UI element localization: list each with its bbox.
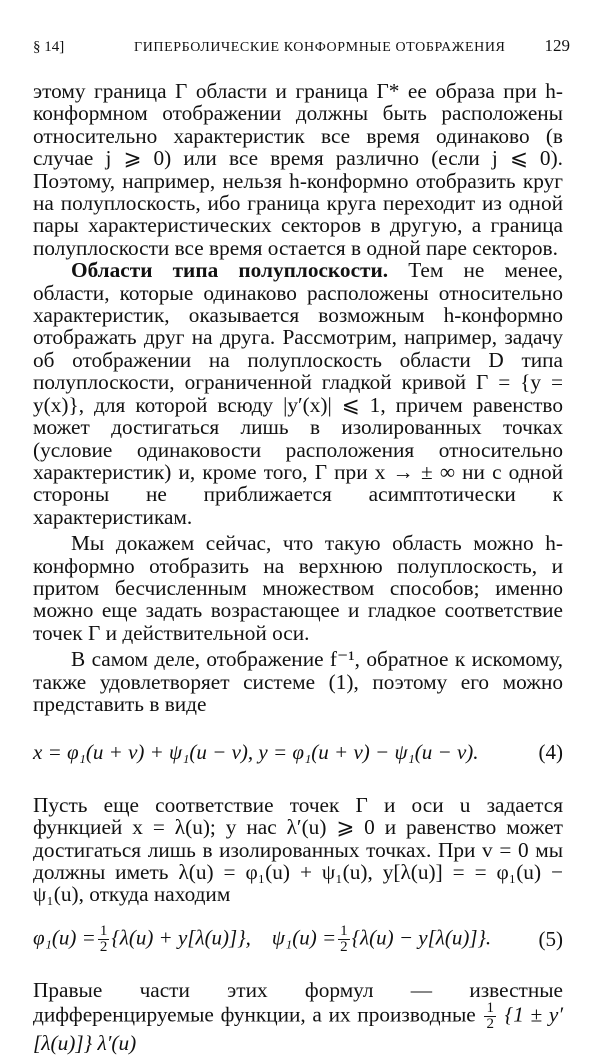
- fraction-numerator: 1: [340, 922, 348, 939]
- fraction-denominator: 2: [340, 938, 348, 955]
- formula-4: [33, 741, 563, 763]
- formula-4-expression: x = φ₁(u + v) + ψ₁(u − v), y = φ₁(u + v) − ψ₁(u − v).: [33, 740, 479, 765]
- paragraph-2-text: Тем не менее, области, которые одинаково расположены относительно характеристик, оказывается возможным h-конформно отображать друг на друга. Рассмотрим, например, задачу об отображении на полуплоскость области D типа полуплоскости, ограниченной гладкой кривой Γ = {y = y(x)}, для которой всюду |y′(x)| ⩽ 1, причем равенство может достигаться лишь в изолированных точках (условие одинаковости расположения относительно характеристик) и, кроме того, Γ при x → ± ∞ ни с одной стороны не приближается асимптотически к характеристикам.: [33, 258, 564, 529]
- fraction-half: [338, 924, 350, 955]
- formula-5-phi-lhs: φ₁(u) =: [33, 925, 96, 950]
- formula-5-psi-lhs: ψ₁(u) =: [271, 925, 337, 950]
- formula-5-number: (5): [538, 927, 563, 952]
- fraction-numerator: 1: [99, 922, 108, 939]
- paragraph-6: [33, 979, 563, 1055]
- running-title: ГИПЕРБОЛИЧЕСКИЕ КОНФОРМНЫЕ ОТОБРАЖЕНИЯ: [134, 40, 506, 55]
- paragraph-6-text: Правые части этих формул — известные дифференцируемые функции, а их производные: [33, 977, 563, 1027]
- formula-5: [33, 924, 563, 955]
- paragraph-2: [33, 259, 563, 528]
- page-number: 129: [544, 36, 570, 55]
- paragraph-6-formula: {1 ± y′[λ(u)]} λ′(u): [33, 1002, 564, 1055]
- paragraph-3: Мы докажем сейчас, что такую область можно h-конформно отобразить на верхнюю полуплоскость, и притом бесчисленным множеством способов; именно можно еще задать возрастающее и гладкое соответствие точек Γ и действительной оси.: [33, 531, 563, 645]
- running-header: [33, 36, 570, 56]
- paragraph-1: этому граница Γ области и граница Γ* ее образа при h-конформном отображении должны быть расположены относительно характеристик все время одинаково (в случае j ⩾ 0) или все время различно (если j ⩽ 0). Поэтому, например, нельзя h-конформно отобразить круг на полуплоскость, ибо граница круга переходит из одной пары характеристических секторов в другую, а граница полуплоскости все время остается в одной паре секторов.: [33, 79, 563, 260]
- formula-5-psi-rhs: {λ(u) − y[λ(u)]}.: [351, 925, 492, 950]
- formula-5-phi-rhs: {λ(u) + y[λ(u)]},: [111, 925, 251, 950]
- paragraph-5: Пусть еще соответствие точек Γ и оси u задается функцией x = λ(u); у нас λ′(u) ⩾ 0 и равенство может достигаться лишь в изолированных точках. При v = 0 мы должны иметь λ(u) = φ₁(u) + ψ₁(u), y[λ(u)] = = φ₁(u) − ψ₁(u), откуда находим: [33, 792, 563, 907]
- formula-4-number: (4): [538, 740, 563, 765]
- fraction-denominator: 2: [486, 1016, 494, 1033]
- fraction-half: [484, 1001, 496, 1032]
- paragraph-4: В самом деле, отображение f⁻¹, обратное к искомому, также удовлетворяет системе (1), поэтому его можно представить в виде: [33, 647, 563, 716]
- formula-5-expression: [33, 924, 539, 955]
- section-marker: § 14]: [33, 39, 65, 55]
- fraction-numerator: 1: [486, 1000, 494, 1017]
- paragraph-heading: Области типа полуплоскости.: [71, 258, 389, 283]
- fraction-denominator: 2: [99, 938, 108, 955]
- page-body: [33, 80, 563, 1055]
- fraction-half: [98, 924, 110, 955]
